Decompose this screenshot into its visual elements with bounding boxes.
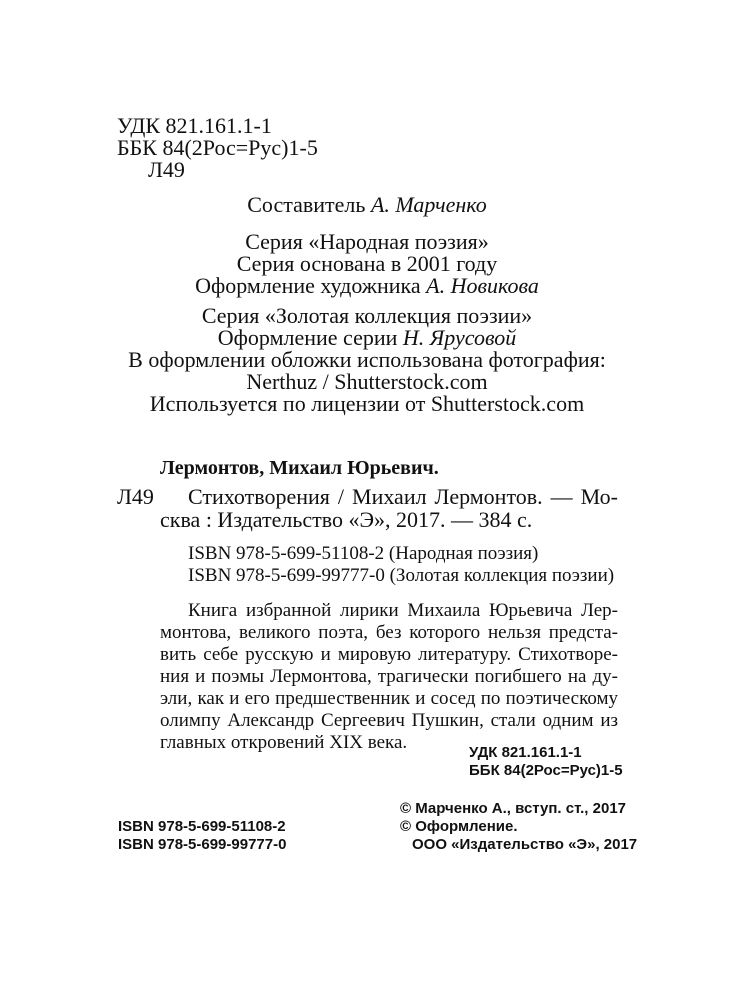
compiler-line [0,193,734,217]
annotation-line: монтова, великого поэта, без которого нельзя предста- [160,622,618,643]
catalog-title-line1: Стихотворения / Михаил Лермонтов. — Мо- [188,484,618,509]
series1-design-label: Оформление художника [195,273,427,298]
series2-line: Серия «Золотая коллекция поэзии» [201,303,533,328]
copyright-line3: ООО «Издательство «Э», 2017 [412,836,638,853]
series1-line: Серия «Народная поэзия» [245,229,489,254]
annotation-line: олимпу Александр Сергеевич Пушкин, стали одним из [160,710,618,731]
license-line: Используется по лицензии от Shutterstock.com [149,391,585,416]
udk-code: УДК 821.161.1-1 [117,113,272,138]
catalog-isbn1: ISBN 978-5-699-51108-2 (Народная поэзия) [188,543,539,564]
author-mark: Л49 [148,157,185,182]
catalog-isbn2: ISBN 978-5-699-99777-0 (Золотая коллекция поэзии) [188,565,615,586]
catalog-author-heading: Лермонтов, Михаил Юрьевич. [160,457,439,479]
compiler-name: А. Марченко [370,192,487,217]
series1-design-line [0,274,734,298]
photo-source-line: Nerthuz / Shutterstock.com [246,369,488,394]
annotation-line: вить себе русскую и мировую литературу. Стихотворе- [160,644,618,665]
series1-founded-line: Серия основана в 2001 году [236,251,498,276]
annotation-line: главных откровений XIX века. [160,732,408,753]
isbn-line2: ISBN 978-5-699-99777-0 [118,836,287,853]
copyright-line1: © Марченко А., вступ. ст., 2017 [400,800,627,817]
photo-line: В оформлении обложки использована фотография: [128,347,606,372]
annotation-line: ния и поэмы Лермонтова, трагически погибшего на ду- [160,666,618,687]
copyright-line2: © Оформление. [400,818,518,835]
compiler-label: Составитель [247,192,371,217]
annotation [160,600,618,754]
series1-design-name: А. Новикова [426,273,539,298]
series2-design-label: Оформление серии [217,325,403,350]
annotation-line: эли, как и его предшественник и сосед по поэтическому [160,688,618,709]
footer-bbk-code: ББК 84(2Рос=Рус)1-5 [469,762,623,779]
bbk-code: ББК 84(2Рос=Рус)1-5 [117,135,318,160]
series2-design-name: Н. Ярусовой [402,325,517,350]
isbn-line1: ISBN 978-5-699-51108-2 [118,818,286,835]
catalog-title-line2: сква : Издательство «Э», 2017. — 384 с. [160,507,533,532]
footer-udk-code: УДК 821.161.1-1 [469,744,582,761]
catalog-mark: Л49 [117,484,154,509]
annotation-line: Книга избранной лирики Михаила Юрьевича Лер- [188,600,618,621]
